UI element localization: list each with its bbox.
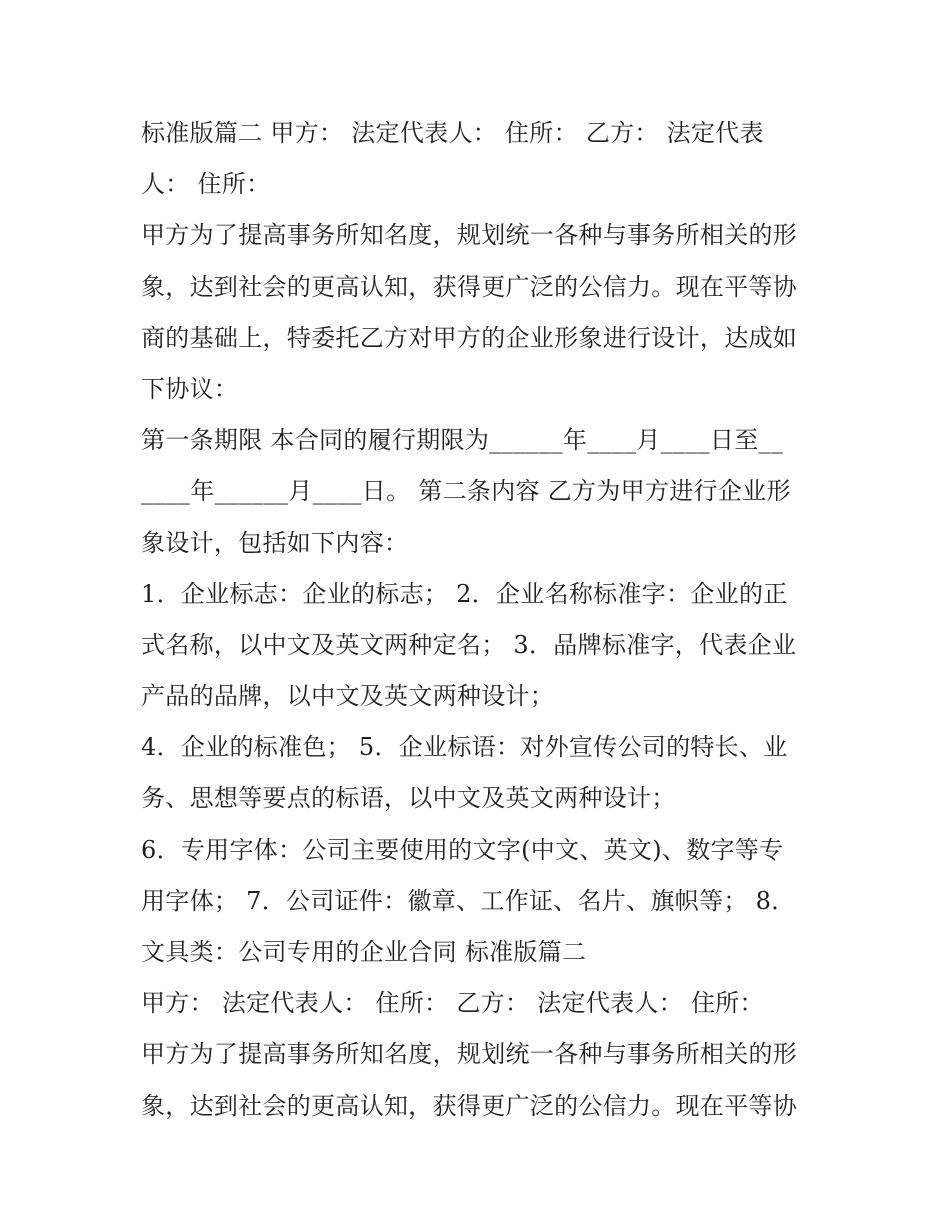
document-body: [141, 108, 821, 1132]
text-line: 式名称，以中文及英文两种定名； 3．品牌标准字，代表企业: [141, 630, 797, 659]
text-line: 1．企业标志：企业的标志； 2．企业名称标准字：企业的正: [141, 579, 788, 608]
text-line: 标准版篇二 甲方： 法定代表人： 住所： 乙方： 法定代表: [141, 119, 764, 147]
text-line: 人： 住所：: [141, 170, 271, 199]
text-line: 第一条期限 本合同的履行期限为______年____月____日至__: [141, 426, 784, 455]
text-line: 产品的品牌，以中文及英文两种设计；: [141, 682, 555, 711]
text-line: 用字体； 7．公司证件：徽章、工作证、名片、旗帜等； 8．: [141, 886, 796, 915]
text-line: 象设计，包括如下内容：: [141, 528, 409, 557]
text-line: 文具类：公司专用的企业合同 标准版篇二: [141, 938, 587, 966]
text-line: 甲方为了提高事务所知名度，规划统一各种与事务所相关的形: [141, 221, 798, 250]
text-line: 务、思想等要点的标语，以中文及英文两种设计；: [141, 784, 676, 813]
text-line: 商的基础上，特委托乙方对甲方的企业形象进行设计，达成如: [141, 323, 798, 352]
text-line: 4．企业的标准色； 5．企业标语：对外宣传公司的特长、业: [141, 733, 788, 762]
text-line: 象，达到社会的更高认知，获得更广泛的公信力。现在平等协: [141, 1091, 798, 1120]
text-line: 甲方： 法定代表人： 住所： 乙方： 法定代表人： 住所：: [141, 989, 764, 1018]
text-line: 下协议：: [141, 374, 239, 403]
text-line: 6．专用字体：公司主要使用的文字(中文、英文)、数字等专: [141, 835, 784, 864]
text-line: 象，达到社会的更高认知，获得更广泛的公信力。现在平等协: [141, 272, 798, 301]
text-line: ____年______月____日。 第二条内容 乙方为甲方进行企业形: [141, 477, 791, 506]
text-line: 甲方为了提高事务所知名度，规划统一各种与事务所相关的形: [141, 1040, 798, 1069]
